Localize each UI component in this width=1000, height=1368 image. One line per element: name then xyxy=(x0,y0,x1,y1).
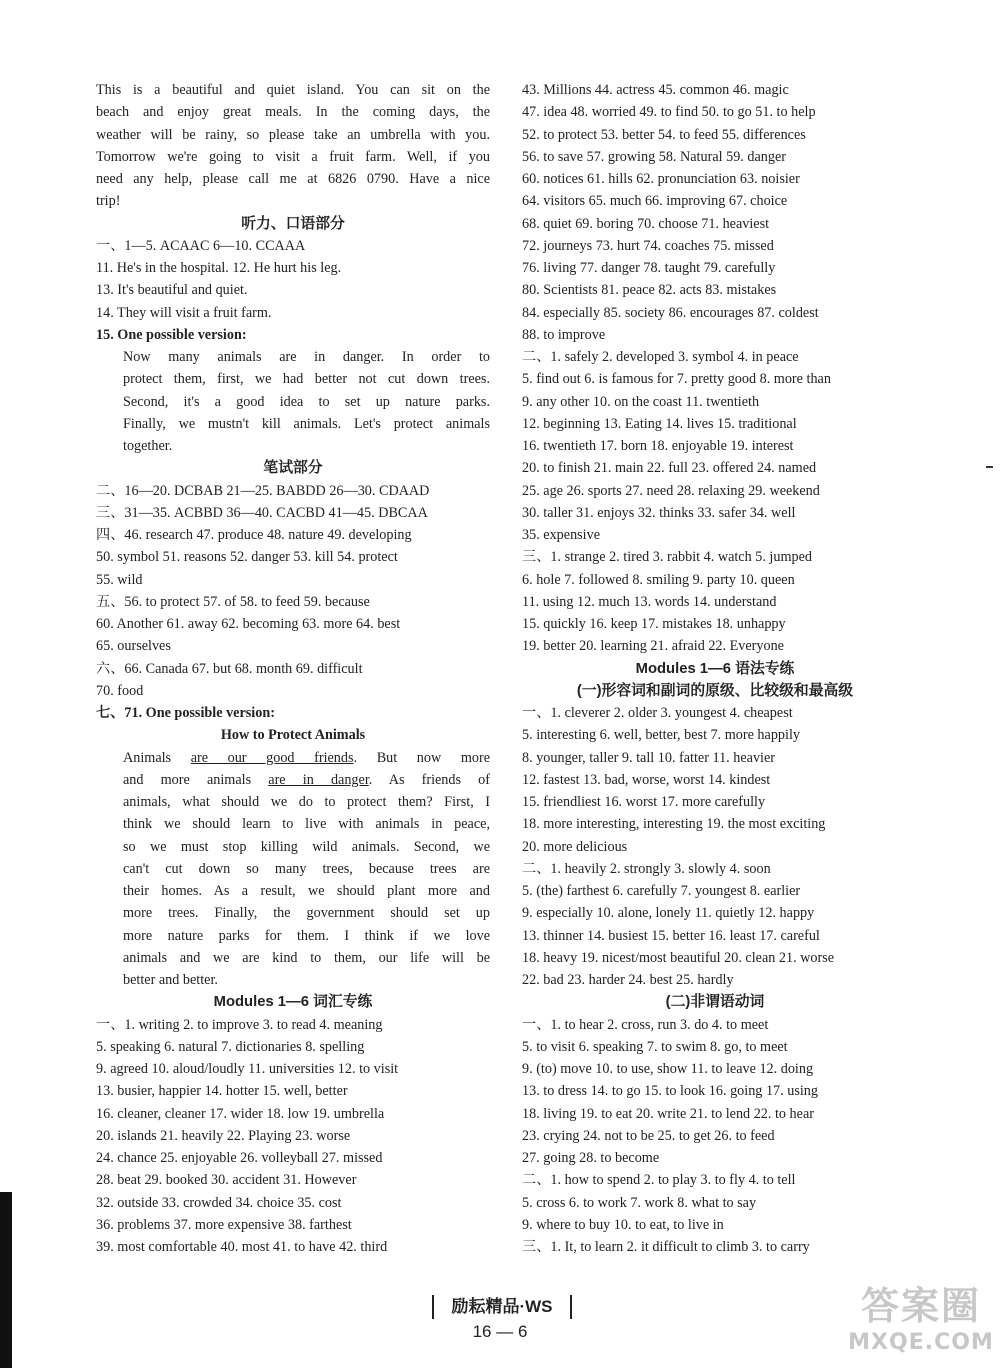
intro-line: trip! xyxy=(96,193,121,210)
essay-line: protect them, first, we had better not cut down trees. xyxy=(123,371,490,388)
answer-line: 32. outside 33. crowded 34. choice 35. cost xyxy=(96,1194,342,1211)
answer-line: 8. younger, taller 9. tall 10. fatter 11. heavier xyxy=(522,749,776,766)
possible-version-label: 15. One possible version: xyxy=(96,326,247,343)
essay-text: . But now more xyxy=(353,749,490,766)
answer-line: 5. interesting 6. well, better, best 7. more happily xyxy=(522,727,800,744)
essay-line: their homes. As a result, we should plant more and xyxy=(123,883,490,899)
answer-line: 55. wild xyxy=(96,571,143,588)
essay-line: Second, it's a good idea to set up nature parks. xyxy=(123,393,490,410)
underlined-phrase: are in danger xyxy=(268,771,369,788)
essay-line: more trees. Finally, the government should set up xyxy=(123,905,490,922)
answer-line: 9. (to) move 10. to use, show 11. to leave 12. doing xyxy=(522,1061,814,1077)
answer-line: 13. thinner 14. busiest 15. better 16. least 17. careful xyxy=(522,927,820,944)
answer-line: 30. taller 31. enjoys 32. thinks 33. safer 34. well xyxy=(522,504,796,521)
section-heading-vocabulary: Modules 1—6 词汇专练 xyxy=(213,994,373,1011)
intro-line: This is a beautiful and quiet island. You can sit on the xyxy=(96,82,490,98)
answer-line: 43. Millions 44. actress 45. common 46. magic xyxy=(522,82,789,98)
answer-line: 60. notices 61. hills 62. pronunciation 63. noisier xyxy=(522,171,800,187)
answer-line: 18. more interesting, interesting 19. the most exciting xyxy=(522,816,826,833)
answer-line: 13. to dress 14. to go 15. to look 16. going 17. using xyxy=(522,1083,818,1100)
binding-edge-bar xyxy=(0,1192,12,1368)
answer-line: 9. where to buy 10. to eat, to live in xyxy=(522,1216,724,1233)
answer-line: 5. (the) farthest 6. carefully 7. youngest 8. earlier xyxy=(522,883,801,899)
essay-line: animals and we are kind to them, our life will be xyxy=(123,949,490,966)
answer-line: 18. living 19. to eat 20. write 21. to lend 22. to hear xyxy=(522,1105,814,1122)
answer-line: 一、1. writing 2. to improve 3. to read 4. meaning xyxy=(96,1016,383,1033)
answer-line: 19. better 20. learning 21. afraid 22. Everyone xyxy=(522,638,784,655)
answer-line: 50. symbol 51. reasons 52. danger 53. kill 54. protect xyxy=(96,549,398,566)
answer-line: 16. cleaner, cleaner 17. wider 18. low 19. umbrella xyxy=(96,1105,385,1122)
answer-line: 20. to finish 21. main 22. full 23. offered 24. named xyxy=(522,460,817,477)
answer-line: 52. to protect 53. better 54. to feed 55. differences xyxy=(522,126,806,143)
answer-line: 一、1—5. ACAAC 6—10. CCAAA xyxy=(96,237,306,254)
essay-text: Animals xyxy=(123,749,191,766)
answer-line: 27. going 28. to become xyxy=(522,1150,660,1166)
essay-line: can't cut down so many trees, because trees are xyxy=(123,860,490,877)
essay-line: Finally, we mustn't kill animals. Let's protect animals xyxy=(123,415,490,432)
watermark-english: MXQE.COM xyxy=(848,1330,994,1355)
answer-line: 五、56. to protect 57. of 58. to feed 59. because xyxy=(96,593,370,610)
section-heading-written: 笔试部分 xyxy=(263,460,323,477)
essay-line: Now many animals are in danger. In order to xyxy=(123,349,490,365)
section-heading-grammar: Modules 1—6 语法专练 xyxy=(635,660,795,677)
answer-line: 28. beat 29. booked 30. accident 31. However xyxy=(96,1172,357,1189)
essay-line: together. xyxy=(123,438,173,454)
answer-line: 13. It's beautiful and quiet. xyxy=(96,282,248,299)
answer-line: 9. agreed 10. aloud/loudly 11. universities 12. to visit xyxy=(96,1061,399,1077)
underlined-phrase: are our good friends xyxy=(190,749,354,766)
intro-line: weather will be rainy, so please take an umbrella with you. xyxy=(96,126,490,143)
answer-line: 47. idea 48. worried 49. to find 50. to go 51. to help xyxy=(522,104,816,121)
essay-line xyxy=(96,769,490,791)
subsection-heading-nonfinite: (二)非谓语动词 xyxy=(665,994,765,1011)
footer-brand: 励耘精品·WS xyxy=(432,1295,572,1319)
essay-line: more nature parks for them. I think if we love xyxy=(123,927,490,944)
answer-line: 64. visitors 65. much 66. improving 67. choice xyxy=(522,193,788,210)
answer-line: 5. speaking 6. natural 7. dictionaries 8. spelling xyxy=(96,1038,365,1055)
essay-line xyxy=(96,747,490,769)
watermark-chinese: 答案圈 xyxy=(860,1284,981,1328)
answer-line: 二、1. safely 2. developed 3. symbol 4. in peace xyxy=(522,349,799,365)
answer-line: 20. more delicious xyxy=(522,838,628,855)
answer-line: 5. cross 6. to work 7. work 8. what to say xyxy=(522,1194,757,1211)
answer-line: 80. Scientists 81. peace 82. acts 83. mistakes xyxy=(522,282,777,299)
answer-line: 三、1. strange 2. tired 3. rabbit 4. watch 5. jumped xyxy=(522,549,812,566)
answer-line: 25. age 26. sports 27. need 28. relaxing 29. weekend xyxy=(522,482,820,499)
essay-text: . As friends of xyxy=(368,771,490,788)
essay-line: animals, what should we do to protect them? First, I xyxy=(123,794,490,810)
intro-line: need any help, please call me at 6826 0790. Have a nice xyxy=(96,171,490,187)
answer-line: 20. islands 21. heavily 22. Playing 23. worse xyxy=(96,1127,351,1144)
answer-line: 9. especially 10. alone, lonely 11. quietly 12. happy xyxy=(522,905,815,922)
section-heading-listening: 听力、口语部分 xyxy=(241,215,345,232)
answer-line: 15. quickly 16. keep 17. mistakes 18. unhappy xyxy=(522,616,786,632)
left-column xyxy=(96,79,490,1258)
answer-line: 18. heavy 19. nicest/most beautiful 20. clean 21. worse xyxy=(522,949,835,966)
essay-line: so we must stop killing wild animals. Second, we xyxy=(123,838,490,855)
possible-version-label: 七、71. One possible version: xyxy=(96,705,275,721)
answer-line: 二、1. how to spend 2. to play 3. to fly 4. to tell xyxy=(522,1172,796,1189)
answer-line: 65. ourselves xyxy=(96,638,171,655)
essay-title: How to Protect Animals xyxy=(220,727,366,744)
answer-line: 60. Another 61. away 62. becoming 63. more 64. best xyxy=(96,616,401,632)
answer-line: 11. He's in the hospital. 12. He hurt his leg. xyxy=(96,260,342,276)
right-column xyxy=(522,79,908,1258)
answer-line: 12. fastest 13. bad, worse, worst 14. kindest xyxy=(522,771,771,788)
answer-line: 11. using 12. much 13. words 14. understand xyxy=(522,593,777,610)
answer-line: 68. quiet 69. boring 70. choose 71. heaviest xyxy=(522,215,770,232)
answer-line: 70. food xyxy=(96,682,144,699)
answer-line: 39. most comfortable 40. most 41. to have 42. third xyxy=(96,1239,388,1255)
answer-line: 一、1. to hear 2. cross, run 3. do 4. to meet xyxy=(522,1016,769,1033)
answer-line: 24. chance 25. enjoyable 26. volleyball 27. missed xyxy=(96,1150,383,1166)
answer-line: 22. bad 23. harder 24. best 25. hardly xyxy=(522,972,734,988)
answer-line: 14. They will visit a fruit farm. xyxy=(96,304,272,321)
answer-line: 二、1. heavily 2. strongly 3. slowly 4. soon xyxy=(522,860,771,877)
answer-line: 六、66. Canada 67. but 68. month 69. difficult xyxy=(96,660,363,677)
answer-line: 56. to save 57. growing 58. Natural 59. danger xyxy=(522,148,786,165)
answer-line: 84. especially 85. society 86. encourages 87. coldest xyxy=(522,304,819,321)
intro-line: Tomorrow we're going to visit a fruit farm. Well, if you xyxy=(96,148,490,165)
answer-line: 72. journeys 73. hurt 74. coaches 75. missed xyxy=(522,237,774,254)
essay-text: and more animals xyxy=(123,771,269,788)
answer-line: 二、16—20. DCBAB 21—25. BABDD 26—30. CDAAD xyxy=(96,482,430,499)
answer-line: 9. any other 10. on the coast 11. twentieth xyxy=(522,393,760,410)
answer-line: 12. beginning 13. Eating 14. lives 15. traditional xyxy=(522,415,797,432)
margin-tick-mark xyxy=(986,466,993,468)
answer-line: 三、1. It, to learn 2. it difficult to climb 3. to carry xyxy=(522,1239,810,1255)
answer-line: 5. to visit 6. speaking 7. to swim 8. go, to meet xyxy=(522,1038,788,1055)
answer-line: 88. to improve xyxy=(522,326,606,343)
answer-line: 36. problems 37. more expensive 38. farthest xyxy=(96,1216,352,1233)
answer-line: 76. living 77. danger 78. taught 79. carefully xyxy=(522,260,776,276)
page-number: 16 — 6 xyxy=(472,1322,528,1341)
subsection-heading-comparison: (一)形容词和副词的原级、比较级和最高级 xyxy=(576,682,854,699)
essay-line: better and better. xyxy=(123,972,218,988)
answer-line: 35. expensive xyxy=(522,527,601,543)
answer-line: 5. find out 6. is famous for 7. pretty good 8. more than xyxy=(522,371,831,388)
intro-line: beach and enjoy great meals. In the coming days, the xyxy=(96,104,490,121)
answer-line: 四、46. research 47. produce 48. nature 49. developing xyxy=(96,527,412,543)
essay-line: think we should learn to live with animals in peace, xyxy=(123,816,490,833)
watermark-logo xyxy=(846,1282,996,1366)
answer-line: 13. busier, happier 14. hotter 15. well, better xyxy=(96,1083,348,1100)
answer-line: 三、31—35. ACBBD 36—40. CACBD 41—45. DBCAA xyxy=(96,504,428,521)
answer-line: 23. crying 24. not to be 25. to get 26. to feed xyxy=(522,1127,775,1144)
answer-line: 15. friendliest 16. worst 17. more carefully xyxy=(522,794,766,810)
answer-line: 6. hole 7. followed 8. smiling 9. party 10. queen xyxy=(522,571,795,588)
answer-line: 一、1. cleverer 2. older 3. youngest 4. cheapest xyxy=(522,705,793,721)
answer-line: 16. twentieth 17. born 18. enjoyable 19. interest xyxy=(522,438,794,454)
